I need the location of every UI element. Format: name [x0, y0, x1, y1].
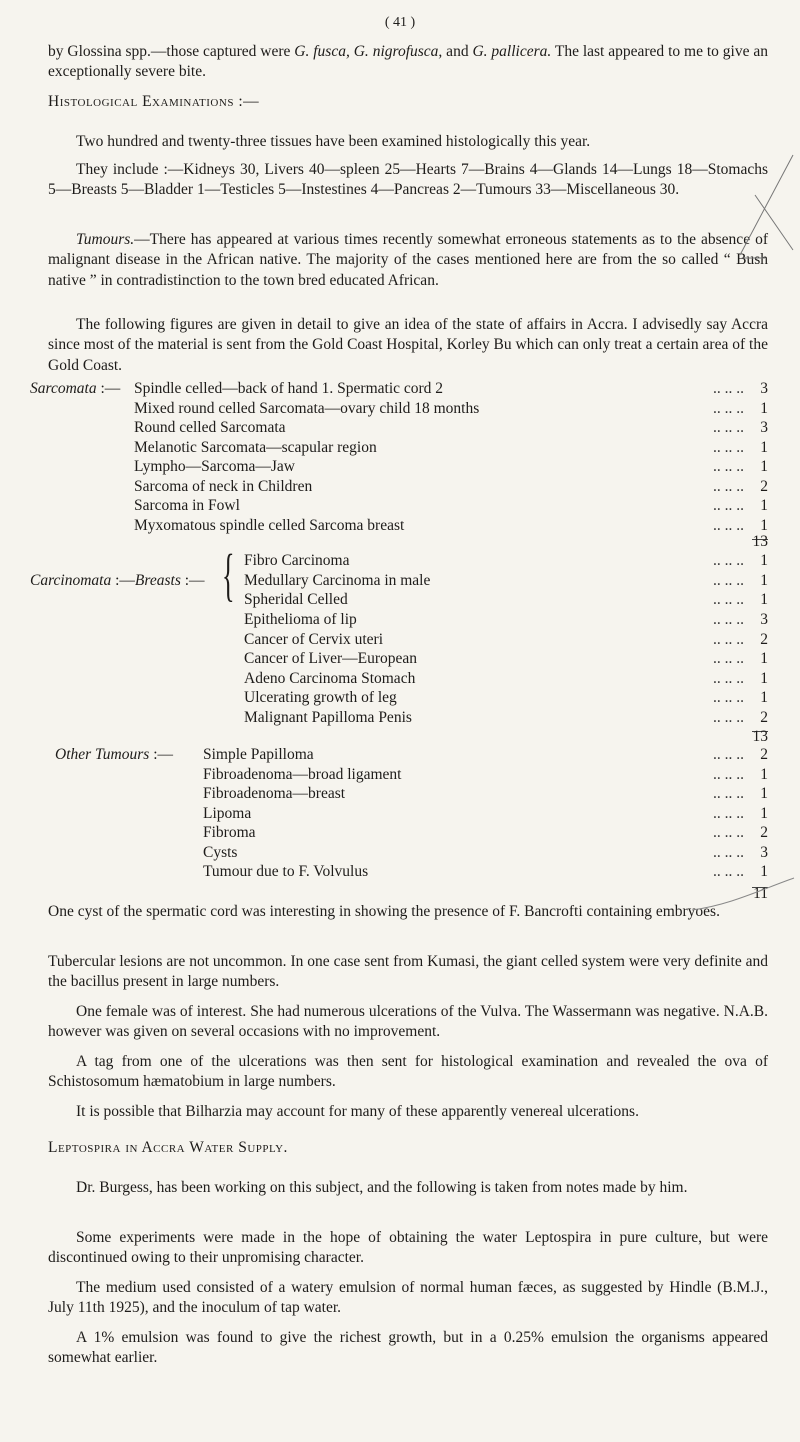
leader-dots: .. .. ..: [713, 765, 744, 783]
sarcomata-label: Sarcomata :—: [30, 380, 121, 397]
other-tumours-row-value: 1: [760, 863, 768, 880]
sarcomata-row: [134, 438, 768, 458]
carcinomata-total: 13: [752, 728, 768, 745]
carcinomata-row: [244, 669, 768, 689]
other-tumours-row: [203, 804, 768, 824]
breasts-brace: {: [222, 542, 235, 607]
carcinomata-row-value: 1: [760, 650, 768, 667]
leader-dots: .. .. ..: [713, 438, 744, 456]
other-tumours-row: [203, 784, 768, 804]
carcinomata-row: [244, 708, 768, 728]
carcinomata-row: [244, 610, 768, 630]
leader-dots: .. .. ..: [713, 591, 744, 608]
margin-pencil-mark: [735, 150, 795, 260]
leader-dots: .. .. ..: [713, 669, 744, 687]
breasts-row-value: 1: [760, 552, 768, 569]
carcinomata-row-value: 1: [760, 689, 768, 706]
other-tumours-row-label: Fibroadenoma—broad ligament: [203, 765, 402, 783]
other-tumours-row-label: Simple Papilloma: [203, 746, 314, 763]
burgess-paragraph: Dr. Burgess, has been working on this subject, and the following is taken from notes made by him.: [76, 1179, 688, 1196]
sarcomata-row-label: Round celled Sarcomata: [134, 419, 286, 436]
tag-paragraph: A tag from one of the ulcerations was then sent for histological examination and revealed the ova of Schistosomum hæmatobium in large numbers.: [48, 1053, 768, 1091]
carcinomata-row-label: Malignant Papilloma Penis: [244, 708, 412, 726]
sarcomata-row: [134, 516, 768, 536]
margin-pencil-stroke: [690, 875, 795, 915]
carcinomata-row-label: Cancer of Liver—European: [244, 650, 418, 667]
sarcomata-row: [134, 418, 768, 438]
other-tumours-row-label: Cysts: [203, 843, 238, 861]
other-tumours-label: Other Tumours :—: [55, 746, 173, 763]
leader-dots: .. .. ..: [713, 689, 744, 706]
carcinomata-row-label: Adeno Carcinoma Stomach: [244, 669, 416, 687]
carcinomata-row: [244, 649, 768, 669]
sarcomata-row-value: 1: [760, 516, 768, 534]
bilharzia-paragraph: It is possible that Bilharzia may account for many of these apparently venereal ulcerations.: [76, 1103, 639, 1120]
leader-dots: .. .. ..: [713, 516, 744, 534]
leader-dots: .. .. ..: [713, 497, 744, 514]
page-number: ( 41 ): [384, 15, 416, 30]
sarcomata-row-value: 1: [760, 497, 768, 514]
leader-dots: .. .. ..: [713, 650, 744, 667]
other-tumours-row-value: 1: [760, 785, 768, 802]
sarcomata-row-label: Sarcoma of neck in Children: [134, 477, 313, 495]
sarcomata-row-value: 1: [760, 458, 768, 475]
leader-dots: .. .. ..: [713, 863, 744, 880]
leader-dots: .. .. ..: [713, 477, 744, 495]
carcinomata-table: [244, 610, 768, 727]
leader-dots: .. .. ..: [713, 380, 744, 397]
other-tumours-row: [203, 862, 768, 882]
sarcomata-row: [134, 496, 768, 516]
other-tumours-row-value: 1: [760, 804, 768, 822]
sarcomata-row-label: Myxomatous spindle celled Sarcoma breast: [134, 516, 405, 534]
carcinomata-row-label: Ulcerating growth of leg: [244, 689, 397, 706]
breasts-row-label: Medullary Carcinoma in male: [244, 571, 431, 589]
cyst-paragraph: One cyst of the spermatic cord was interesting in showing the presence of F. Bancrofti containing embryoes.: [48, 903, 720, 920]
other-tumours-row-label: Fibroadenoma—breast: [203, 785, 346, 802]
breasts-row-value: 1: [760, 571, 768, 589]
carcinomata-row-value: 2: [760, 630, 768, 648]
carcinomata-row: [244, 630, 768, 650]
leader-dots: .. .. ..: [713, 708, 744, 726]
leader-dots: .. .. ..: [713, 630, 744, 648]
female-paragraph: One female was of interest. She had numerous ulcerations of the Vulva. The Wassermann was negative. N.A.B. however was given on several occasions with no improvement.: [48, 1003, 768, 1041]
leader-dots: .. .. ..: [713, 552, 744, 569]
other-tumours-row: [203, 843, 768, 863]
sarcomata-row-label: Spindle celled—back of hand 1. Spermatic cord 2: [134, 380, 444, 397]
sarcomata-table: [134, 379, 768, 535]
breasts-row: [244, 571, 768, 591]
breasts-row-label: Spheridal Celled: [244, 591, 348, 608]
leader-dots: .. .. ..: [713, 419, 744, 436]
other-tumours-row-label: Lipoma: [203, 804, 252, 822]
sarcomata-row: [134, 477, 768, 497]
tissues-paragraph: Two hundred and twenty-three tissues have been examined histologically this year.: [76, 133, 591, 150]
experiments-paragraph: Some experiments were made in the hope of obtaining the water Leptospira in pure culture, but were discontinued owing to their unpromising character.: [48, 1229, 768, 1267]
other-tumours-row-value: 1: [760, 765, 768, 783]
sarcomata-row-value: 1: [760, 399, 768, 417]
other-tumours-row: [203, 823, 768, 843]
other-tumours-row-label: Fibroma: [203, 824, 256, 841]
sarcomata-row: [134, 457, 768, 477]
leptospira-heading: Leptospira in Accra Water Supply.: [48, 1139, 288, 1156]
histological-heading: Histological Examinations :—: [48, 93, 260, 110]
leader-dots: .. .. ..: [713, 746, 744, 763]
tumours-paragraph: Tumours.—There has appeared at various times recently somewhat erroneous statements as to the absence of malignant disease in the African native. The majority of the cases mentioned here are from the so called “ Bush native ” in contradistinction to the town bred educated African.: [48, 231, 768, 289]
other-tumours-row: [203, 765, 768, 785]
breasts-row-label: Fibro Carcinoma: [244, 552, 350, 569]
carcinomata-row: [244, 688, 768, 708]
other-tumours-row-value: 3: [760, 843, 768, 861]
breasts-table: [244, 551, 768, 610]
sarcomata-row-label: Lympho—Sarcoma—Jaw: [134, 458, 296, 475]
sarcomata-row: [134, 399, 768, 419]
figures-paragraph: The following figures are given in detail to give an idea of the state of affairs in Accra. I advisedly say Accra since most of the material is sent from the Gold Coast Hospital, Korley Bu which can only treat a certain area of the Gold Coast.: [48, 316, 768, 374]
sarcomata-row-label: Melanotic Sarcomata—scapular region: [134, 438, 377, 456]
sarcomata-row-value: 1: [760, 438, 768, 456]
includes-paragraph: They include :—Kidneys 30, Livers 40—spleen 25—Hearts 7—Brains 4—Glands 14—Lungs 18—Stomachs 5—Breasts 5—Bladder 1—Testicles 5—Instestines 4—Pancreas 2—Tumours 33—Miscellaneous 30.: [48, 161, 768, 199]
leader-dots: .. .. ..: [713, 611, 744, 628]
tubercular-paragraph: Tubercular lesions are not uncommon. In one case sent from Kumasi, the giant celled system were very definite and the bacillus present in large numbers.: [48, 953, 768, 991]
carcinomata-row-value: 1: [760, 669, 768, 687]
sarcomata-total: 13: [752, 533, 768, 550]
other-tumours-row: [203, 745, 768, 765]
leader-dots: .. .. ..: [713, 785, 744, 802]
medium-paragraph: The medium used consisted of a watery emulsion of normal human fæces, as suggested by Hindle (B.M.J., July 11th 1925), and the inoculum of tap water.: [48, 1279, 768, 1317]
leader-dots: .. .. ..: [713, 571, 744, 589]
carcinomata-label: Carcinomata :—Breasts :—: [30, 572, 205, 589]
carcinomata-row-value: 3: [760, 611, 768, 628]
leader-dots: .. .. ..: [713, 843, 744, 861]
other-tumours-row-value: 2: [760, 824, 768, 841]
other-tumours-row-value: 2: [760, 746, 768, 763]
other-tumours-row-label: Tumour due to F. Volvulus: [203, 863, 369, 880]
breasts-row-value: 1: [760, 591, 768, 608]
sarcomata-row-label: Mixed round celled Sarcomata—ovary child 18 months: [134, 399, 480, 417]
leader-dots: .. .. ..: [713, 804, 744, 822]
leader-dots: .. .. ..: [713, 458, 744, 475]
sarcomata-row-value: 2: [760, 477, 768, 495]
carcinomata-row-value: 2: [760, 708, 768, 726]
breasts-row: [244, 590, 768, 610]
sarcomata-row: [134, 379, 768, 399]
carcinomata-row-label: Cancer of Cervix uteri: [244, 630, 384, 648]
emulsion-paragraph: A 1% emulsion was found to give the richest growth, but in a 0.25% emulsion the organisms appeared somewhat earlier.: [48, 1329, 768, 1367]
carcinomata-row-label: Epithelioma of lip: [244, 611, 357, 628]
sarcomata-row-label: Sarcoma in Fowl: [134, 497, 240, 514]
leader-dots: .. .. ..: [713, 399, 744, 417]
other-tumours-total: 11: [753, 885, 768, 902]
intro-paragraph: by Glossina spp.—those captured were G. fusca, G. nigrofusca, and G. pallicera. The last appeared to me to give an exceptionally severe bite.: [48, 43, 768, 81]
leader-dots: .. .. ..: [713, 824, 744, 841]
sarcomata-row-value: 3: [760, 380, 768, 397]
sarcomata-row-value: 3: [760, 419, 768, 436]
other-tumours-table: [203, 745, 768, 882]
breasts-row: [244, 551, 768, 571]
